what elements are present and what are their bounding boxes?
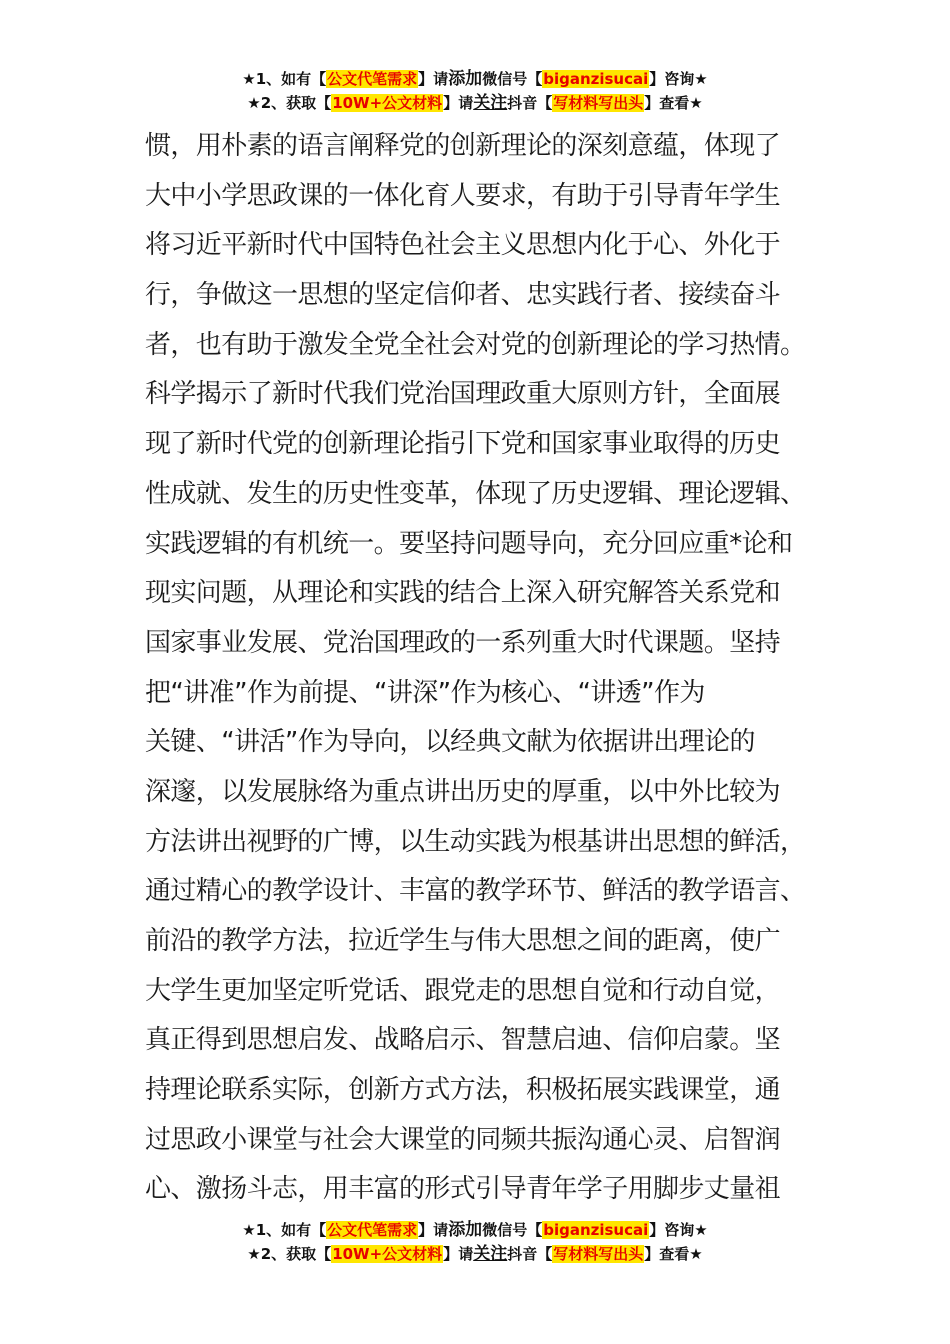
banner-text: ★2、获取【 [247,1245,332,1263]
paragraph-line: 把“讲准”作为前提、“讲深”作为核心、“讲透”作为 [145,677,705,708]
banner-line-1 [0,67,950,91]
douyin-id-highlight: 写材料写出头 [553,1245,644,1263]
banner-text: 添加 [448,1220,483,1240]
paragraph-line: 国家事业发展、党治国理政的一系列重大时代课题。坚持 [145,627,781,658]
douyin-id-highlight: 写材料写出头 [553,94,644,112]
highlight-tag: 公文代笔需求 [327,70,418,88]
wechat-id-highlight: biganzisucai [543,70,649,88]
paragraph-line: 性成就、发生的历史性变革，体现了历史逻辑、理论逻辑、 [145,478,806,509]
banner-line-1 [0,1218,950,1242]
paragraph-line: 持理论联系实际，创新方式方法，积极拓展实践课堂，通 [145,1075,781,1106]
paragraph-line: 过思政小课堂与社会大课堂的同频共振沟通心灵、启智润 [145,1124,781,1155]
paragraph-line: 前沿的教学方法，拉近学生与伟大思想之间的距离，使广 [145,926,781,956]
banner-text: 】请 [418,1221,449,1239]
footer-banner [0,1218,950,1266]
banner-text: ★1、如有【 [242,70,327,88]
paragraph-line: 将习近平新时代中国特色社会主义思想内化于心、外化于 [145,230,781,261]
paragraph-line: 大中小学思政课的一体化育人要求，有助于引导青年学生 [145,180,781,211]
banner-text: 添加 [448,69,483,89]
highlight-tag: 10W+公文材料 [332,1245,443,1263]
banner-text: 】咨询★ [649,70,708,88]
highlight-tag: 公文代笔需求 [327,1221,418,1239]
banner-line-2 [0,1242,950,1266]
banner-text: 抖音【 [507,1245,553,1263]
paragraph-line: 关键、“讲活”作为导向，以经典文献为依据讲出理论的 [145,727,755,758]
banner-text: 抖音【 [507,94,553,112]
paragraph-line: 科学揭示了新时代我们党治国理政重大原则方针，全面展 [145,379,781,410]
paragraph-line: 行，争做这一思想的坚定信仰者、忠实践行者、接续奋斗 [145,280,781,311]
paragraph-line: 真正得到思想启发、战略启示、智慧启迪、信仰启蒙。坚 [145,1025,781,1056]
paragraph-line: 实践逻辑的有机统一。要坚持问题导向，充分回应重*论和 [145,528,793,559]
document-body [145,122,813,1215]
paragraph-line: 现了新时代党的创新理论指引下党和国家事业取得的历史 [145,429,781,460]
banner-text: 】请 [443,94,474,112]
paragraph-line: 通过精心的教学设计、丰富的教学环节、鲜活的教学语言、 [145,876,806,907]
banner-text: ★2、获取【 [247,94,332,112]
banner-text: 】请 [418,70,449,88]
paragraph-line: 者，也有助于激发全党全社会对党的创新理论的学习热情。 [145,329,806,360]
wechat-id-highlight: biganzisucai [543,1221,649,1239]
paragraph-line: 心、激扬斗志，用丰富的形式引导青年学子用脚步丈量祖 [145,1174,781,1205]
banner-text: ★1、如有【 [242,1221,327,1239]
paragraph-line: 惯，用朴素的语言阐释党的创新理论的深刻意蕴，体现了 [145,131,781,161]
highlight-tag: 10W+公文材料 [332,94,443,112]
header-banner [0,67,950,115]
banner-text: 关注 [473,93,508,113]
banner-text: 】请 [443,1245,474,1263]
paragraph-line: 现实问题，从理论和实践的结合上深入研究解答关系党和 [145,578,781,609]
banner-text: 关注 [473,1244,508,1264]
banner-text: 】查看★ [644,1245,703,1263]
paragraph-line: 方法讲出视野的广博，以生动实践为根基讲出思想的鲜活， [145,826,806,857]
banner-text: 】咨询★ [649,1221,708,1239]
banner-text: 】查看★ [644,94,703,112]
banner-text: 微信号【 [482,70,543,88]
banner-text: 微信号【 [482,1221,543,1239]
paragraph-line: 大学生更加坚定听党话、跟党走的思想自觉和行动自觉， [145,975,781,1006]
paragraph-line: 深邃，以发展脉络为重点讲出历史的厚重，以中外比较为 [145,776,781,807]
banner-line-2 [0,91,950,115]
